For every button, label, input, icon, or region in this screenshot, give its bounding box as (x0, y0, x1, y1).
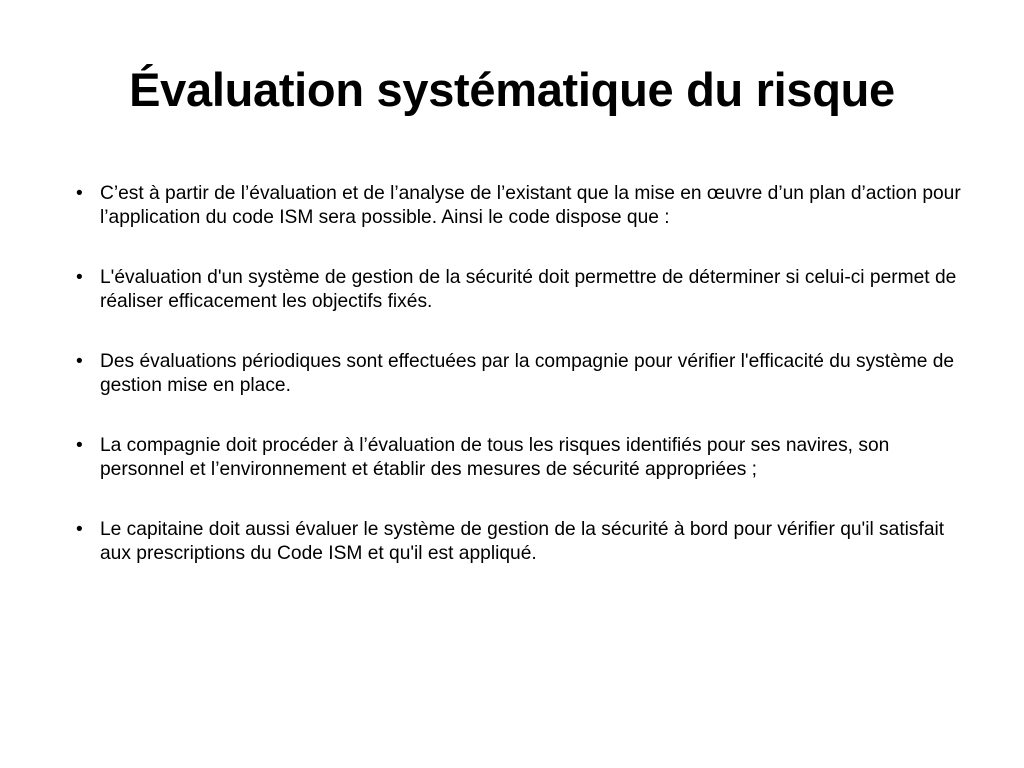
bullet-text: Le capitaine doit aussi évaluer le système de gestion de la sécurité à bord pour vérifier qu'il satisfait aux prescriptions du Code ISM et qu'il est appliqué. (100, 519, 945, 564)
slide-title: Évaluation systématique du risque (129, 63, 895, 116)
bullet-text: L'évaluation d'un système de gestion de la sécurité doit permettre de déterminer si celui-ci permet de réaliser efficacement les objectifs fixés. (100, 267, 957, 312)
bullet-icon: • (76, 351, 83, 372)
bullet-icon: • (76, 435, 83, 456)
bullet-item (76, 182, 966, 230)
bullet-item (76, 350, 966, 398)
bullet-text: Des évaluations périodiques sont effectuées par la compagnie pour vérifier l'efficacité du système de gestion mise en place. (100, 351, 955, 396)
bullet-item (76, 518, 966, 566)
bullet-icon: • (76, 183, 83, 204)
bullet-item (76, 434, 966, 482)
bullet-item (76, 266, 966, 314)
bullet-list (76, 182, 966, 566)
bullet-icon: • (76, 519, 83, 540)
bullet-icon: • (76, 267, 83, 288)
bullet-text: La compagnie doit procéder à l’évaluation de tous les risques identifiés pour ses navires, son personnel et l’environnement et établir des mesures de sécurité appropriées ; (100, 435, 890, 480)
bullet-text: C’est à partir de l’évaluation et de l’analyse de l’existant que la mise en œuvre d’un plan d’action pour l’application du code ISM sera possible. Ainsi le code dispose que : (100, 183, 961, 228)
